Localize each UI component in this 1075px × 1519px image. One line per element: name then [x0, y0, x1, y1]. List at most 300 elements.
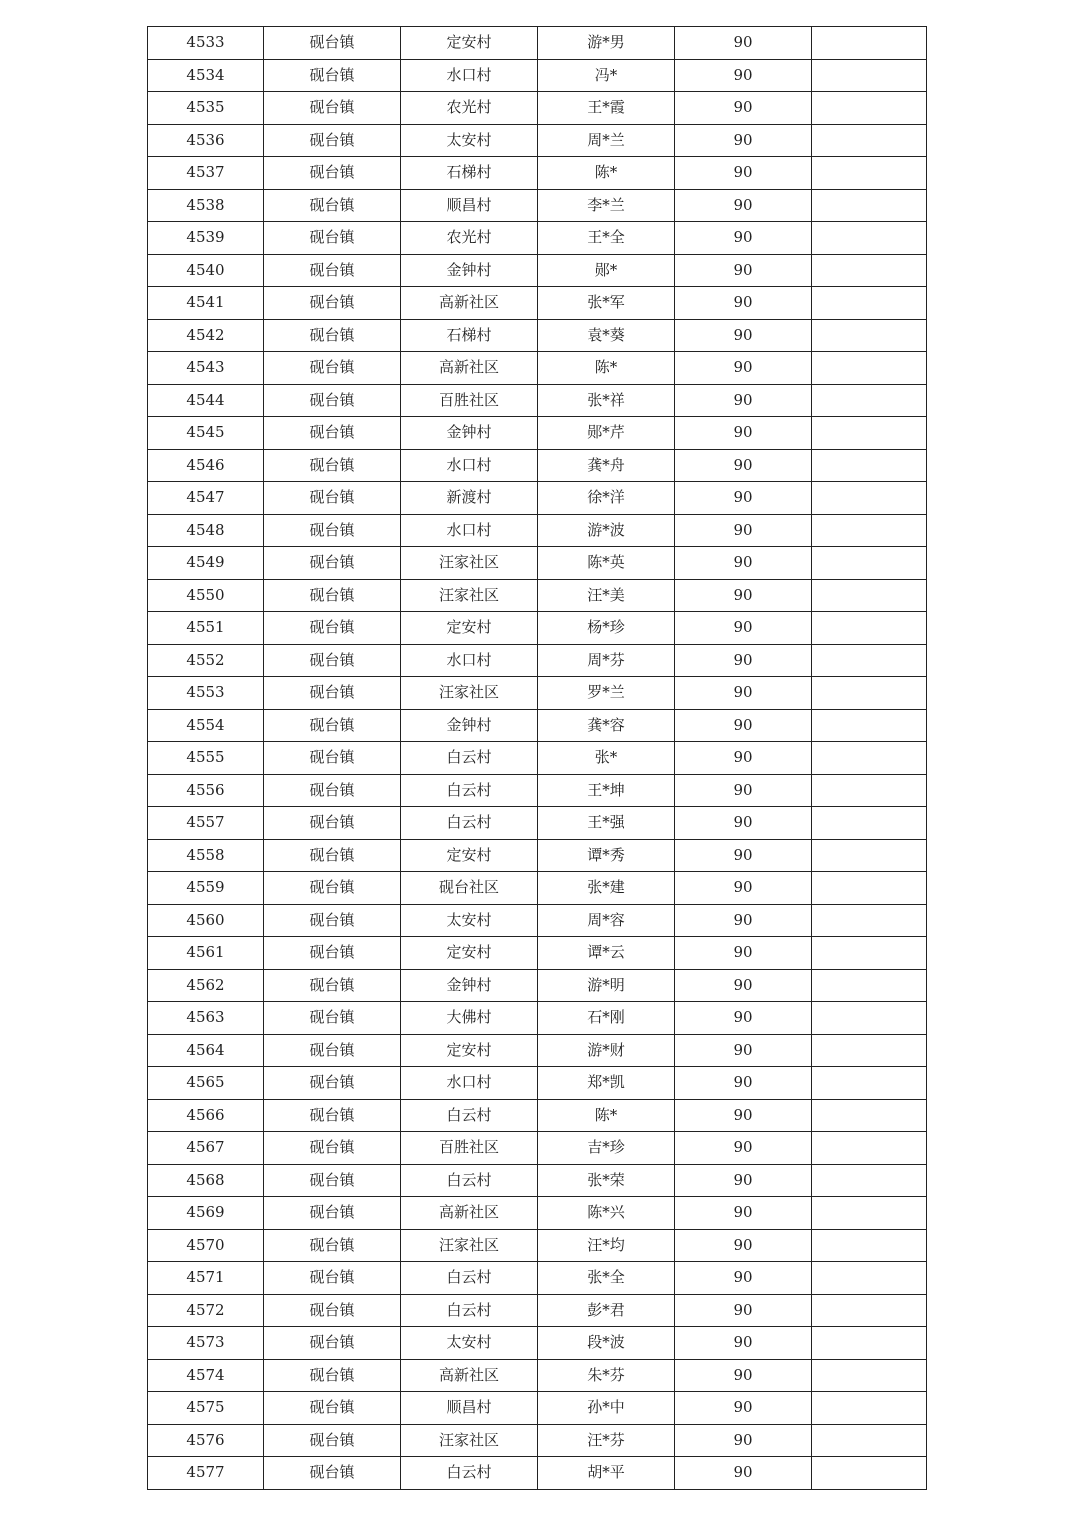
cell-town: 砚台镇: [264, 254, 401, 287]
cell-village: 白云村: [401, 1099, 538, 1132]
cell-serial-number: 4534: [148, 59, 264, 92]
cell-serial-number: 4569: [148, 1197, 264, 1230]
cell-serial-number: 4540: [148, 254, 264, 287]
cell-name: 李*兰: [538, 189, 675, 222]
cell-name: 谭*秀: [538, 839, 675, 872]
cell-name: 张*荣: [538, 1164, 675, 1197]
cell-amount: 90: [675, 709, 812, 742]
cell-note: [812, 1002, 927, 1035]
cell-name: 游*明: [538, 969, 675, 1002]
cell-name: 陈*兴: [538, 1197, 675, 1230]
cell-town: 砚台镇: [264, 189, 401, 222]
cell-name: 汪*美: [538, 579, 675, 612]
cell-name: 龚*容: [538, 709, 675, 742]
cell-note: [812, 1164, 927, 1197]
cell-name: 朱*芬: [538, 1359, 675, 1392]
cell-village: 金钟村: [401, 709, 538, 742]
cell-village: 水口村: [401, 644, 538, 677]
table-row: [148, 937, 927, 970]
cell-town: 砚台镇: [264, 1294, 401, 1327]
cell-serial-number: 4573: [148, 1327, 264, 1360]
cell-village: 白云村: [401, 742, 538, 775]
cell-note: [812, 384, 927, 417]
cell-note: [812, 27, 927, 60]
cell-town: 砚台镇: [264, 1392, 401, 1425]
cell-serial-number: 4547: [148, 482, 264, 515]
cell-village: 农光村: [401, 92, 538, 125]
table-row: [148, 872, 927, 905]
cell-name: 陈*: [538, 352, 675, 385]
cell-amount: 90: [675, 1327, 812, 1360]
cell-town: 砚台镇: [264, 1034, 401, 1067]
cell-name: 徐*洋: [538, 482, 675, 515]
cell-serial-number: 4565: [148, 1067, 264, 1100]
cell-village: 高新社区: [401, 287, 538, 320]
cell-note: [812, 937, 927, 970]
cell-serial-number: 4561: [148, 937, 264, 970]
cell-amount: 90: [675, 1294, 812, 1327]
cell-note: [812, 482, 927, 515]
cell-serial-number: 4557: [148, 807, 264, 840]
cell-town: 砚台镇: [264, 1164, 401, 1197]
cell-village: 汪家社区: [401, 1229, 538, 1262]
cell-serial-number: 4564: [148, 1034, 264, 1067]
cell-note: [812, 1457, 927, 1490]
cell-note: [812, 417, 927, 450]
cell-amount: 90: [675, 287, 812, 320]
cell-amount: 90: [675, 1099, 812, 1132]
cell-amount: 90: [675, 904, 812, 937]
table-row: [148, 189, 927, 222]
table-row: [148, 1197, 927, 1230]
cell-amount: 90: [675, 742, 812, 775]
cell-serial-number: 4535: [148, 92, 264, 125]
cell-town: 砚台镇: [264, 612, 401, 645]
cell-serial-number: 4570: [148, 1229, 264, 1262]
cell-village: 水口村: [401, 59, 538, 92]
cell-village: 白云村: [401, 807, 538, 840]
cell-amount: 90: [675, 124, 812, 157]
cell-amount: 90: [675, 937, 812, 970]
cell-amount: 90: [675, 1229, 812, 1262]
cell-amount: 90: [675, 352, 812, 385]
cell-name: 胡*平: [538, 1457, 675, 1490]
cell-village: 太安村: [401, 124, 538, 157]
cell-village: 汪家社区: [401, 677, 538, 710]
cell-note: [812, 449, 927, 482]
cell-name: 杨*珍: [538, 612, 675, 645]
cell-amount: 90: [675, 319, 812, 352]
cell-note: [812, 1197, 927, 1230]
table-row: [148, 1457, 927, 1490]
cell-amount: 90: [675, 1359, 812, 1392]
table-row: [148, 124, 927, 157]
table-row: [148, 1132, 927, 1165]
cell-note: [812, 1099, 927, 1132]
cell-village: 水口村: [401, 449, 538, 482]
cell-serial-number: 4566: [148, 1099, 264, 1132]
cell-serial-number: 4546: [148, 449, 264, 482]
cell-town: 砚台镇: [264, 352, 401, 385]
cell-serial-number: 4553: [148, 677, 264, 710]
cell-town: 砚台镇: [264, 872, 401, 905]
table-row: [148, 1002, 927, 1035]
cell-note: [812, 1132, 927, 1165]
cell-town: 砚台镇: [264, 92, 401, 125]
table-row: [148, 969, 927, 1002]
cell-amount: 90: [675, 417, 812, 450]
cell-town: 砚台镇: [264, 417, 401, 450]
cell-serial-number: 4539: [148, 222, 264, 255]
cell-serial-number: 4552: [148, 644, 264, 677]
cell-village: 白云村: [401, 1457, 538, 1490]
cell-village: 石梯村: [401, 319, 538, 352]
cell-note: [812, 807, 927, 840]
cell-amount: 90: [675, 482, 812, 515]
cell-village: 定安村: [401, 1034, 538, 1067]
table-row: [148, 287, 927, 320]
cell-serial-number: 4576: [148, 1424, 264, 1457]
table-row: [148, 514, 927, 547]
cell-amount: 90: [675, 189, 812, 222]
table-row: [148, 449, 927, 482]
cell-name: 王*强: [538, 807, 675, 840]
cell-amount: 90: [675, 1457, 812, 1490]
cell-amount: 90: [675, 92, 812, 125]
cell-town: 砚台镇: [264, 287, 401, 320]
cell-serial-number: 4542: [148, 319, 264, 352]
cell-town: 砚台镇: [264, 319, 401, 352]
cell-amount: 90: [675, 384, 812, 417]
cell-town: 砚台镇: [264, 1067, 401, 1100]
cell-amount: 90: [675, 514, 812, 547]
table-row: [148, 1229, 927, 1262]
table-row: [148, 677, 927, 710]
cell-amount: 90: [675, 1067, 812, 1100]
cell-village: 砚台社区: [401, 872, 538, 905]
cell-village: 百胜社区: [401, 384, 538, 417]
cell-village: 高新社区: [401, 1197, 538, 1230]
cell-town: 砚台镇: [264, 677, 401, 710]
cell-name: 孙*中: [538, 1392, 675, 1425]
cell-village: 新渡村: [401, 482, 538, 515]
cell-town: 砚台镇: [264, 157, 401, 190]
cell-name: 游*波: [538, 514, 675, 547]
cell-town: 砚台镇: [264, 547, 401, 580]
cell-amount: 90: [675, 254, 812, 287]
cell-note: [812, 774, 927, 807]
cell-serial-number: 4541: [148, 287, 264, 320]
table-row: [148, 384, 927, 417]
cell-village: 定安村: [401, 27, 538, 60]
cell-serial-number: 4572: [148, 1294, 264, 1327]
cell-amount: 90: [675, 1392, 812, 1425]
cell-serial-number: 4533: [148, 27, 264, 60]
table-row: [148, 742, 927, 775]
cell-amount: 90: [675, 1034, 812, 1067]
cell-town: 砚台镇: [264, 1262, 401, 1295]
cell-town: 砚台镇: [264, 514, 401, 547]
cell-name: 陈*: [538, 1099, 675, 1132]
table-row: [148, 417, 927, 450]
cell-name: 段*波: [538, 1327, 675, 1360]
cell-note: [812, 514, 927, 547]
cell-name: 周*容: [538, 904, 675, 937]
cell-note: [812, 124, 927, 157]
cell-serial-number: 4548: [148, 514, 264, 547]
table-row: [148, 644, 927, 677]
cell-note: [812, 352, 927, 385]
cell-amount: 90: [675, 1424, 812, 1457]
cell-town: 砚台镇: [264, 742, 401, 775]
cell-serial-number: 4560: [148, 904, 264, 937]
table-row: [148, 1034, 927, 1067]
cell-note: [812, 319, 927, 352]
cell-town: 砚台镇: [264, 904, 401, 937]
cell-name: 张*建: [538, 872, 675, 905]
cell-village: 定安村: [401, 937, 538, 970]
cell-town: 砚台镇: [264, 1099, 401, 1132]
table-row: [148, 1067, 927, 1100]
cell-name: 龚*舟: [538, 449, 675, 482]
table-row: [148, 1392, 927, 1425]
cell-village: 农光村: [401, 222, 538, 255]
cell-amount: 90: [675, 807, 812, 840]
cell-town: 砚台镇: [264, 969, 401, 1002]
cell-name: 郧*芹: [538, 417, 675, 450]
cell-note: [812, 1392, 927, 1425]
cell-village: 定安村: [401, 612, 538, 645]
cell-serial-number: 4563: [148, 1002, 264, 1035]
cell-town: 砚台镇: [264, 807, 401, 840]
cell-name: 王*坤: [538, 774, 675, 807]
cell-serial-number: 4544: [148, 384, 264, 417]
cell-note: [812, 1229, 927, 1262]
table-row: [148, 157, 927, 190]
cell-town: 砚台镇: [264, 1327, 401, 1360]
cell-note: [812, 839, 927, 872]
table-row: [148, 319, 927, 352]
table-row: [148, 59, 927, 92]
table-row: [148, 774, 927, 807]
cell-name: 谭*云: [538, 937, 675, 970]
cell-serial-number: 4550: [148, 579, 264, 612]
cell-amount: 90: [675, 612, 812, 645]
cell-note: [812, 1327, 927, 1360]
cell-note: [812, 59, 927, 92]
cell-amount: 90: [675, 579, 812, 612]
cell-name: 罗*兰: [538, 677, 675, 710]
cell-name: 彭*君: [538, 1294, 675, 1327]
cell-name: 周*芬: [538, 644, 675, 677]
cell-note: [812, 579, 927, 612]
cell-note: [812, 189, 927, 222]
subsidy-list-table: [147, 26, 927, 1490]
cell-name: 汪*芬: [538, 1424, 675, 1457]
cell-serial-number: 4545: [148, 417, 264, 450]
cell-town: 砚台镇: [264, 579, 401, 612]
cell-village: 顺昌村: [401, 1392, 538, 1425]
table-row: [148, 807, 927, 840]
cell-village: 汪家社区: [401, 1424, 538, 1457]
cell-town: 砚台镇: [264, 27, 401, 60]
cell-town: 砚台镇: [264, 1457, 401, 1490]
table-row: [148, 27, 927, 60]
cell-town: 砚台镇: [264, 774, 401, 807]
table-row: [148, 839, 927, 872]
cell-name: 陈*英: [538, 547, 675, 580]
cell-serial-number: 4537: [148, 157, 264, 190]
cell-name: 汪*均: [538, 1229, 675, 1262]
cell-town: 砚台镇: [264, 1197, 401, 1230]
cell-town: 砚台镇: [264, 1002, 401, 1035]
cell-note: [812, 872, 927, 905]
cell-note: [812, 1294, 927, 1327]
cell-town: 砚台镇: [264, 709, 401, 742]
cell-serial-number: 4575: [148, 1392, 264, 1425]
table-row: [148, 222, 927, 255]
cell-note: [812, 287, 927, 320]
cell-village: 高新社区: [401, 1359, 538, 1392]
cell-name: 郑*凯: [538, 1067, 675, 1100]
table-row: [148, 1164, 927, 1197]
table-row: [148, 1359, 927, 1392]
cell-name: 王*霞: [538, 92, 675, 125]
cell-amount: 90: [675, 644, 812, 677]
cell-amount: 90: [675, 677, 812, 710]
cell-note: [812, 254, 927, 287]
cell-town: 砚台镇: [264, 644, 401, 677]
cell-amount: 90: [675, 969, 812, 1002]
cell-town: 砚台镇: [264, 449, 401, 482]
cell-village: 金钟村: [401, 417, 538, 450]
cell-note: [812, 547, 927, 580]
table-row: [148, 1262, 927, 1295]
cell-village: 金钟村: [401, 969, 538, 1002]
cell-town: 砚台镇: [264, 1132, 401, 1165]
cell-town: 砚台镇: [264, 1359, 401, 1392]
cell-name: 吉*珍: [538, 1132, 675, 1165]
table-row: [148, 547, 927, 580]
cell-serial-number: 4577: [148, 1457, 264, 1490]
cell-serial-number: 4549: [148, 547, 264, 580]
cell-village: 石梯村: [401, 157, 538, 190]
cell-note: [812, 222, 927, 255]
cell-village: 水口村: [401, 1067, 538, 1100]
table-row: [148, 709, 927, 742]
cell-amount: 90: [675, 1197, 812, 1230]
table-row: [148, 1294, 927, 1327]
table-row: [148, 612, 927, 645]
cell-note: [812, 1359, 927, 1392]
cell-serial-number: 4559: [148, 872, 264, 905]
cell-name: 陈*: [538, 157, 675, 190]
cell-village: 高新社区: [401, 352, 538, 385]
cell-serial-number: 4558: [148, 839, 264, 872]
cell-town: 砚台镇: [264, 937, 401, 970]
cell-amount: 90: [675, 1002, 812, 1035]
cell-note: [812, 709, 927, 742]
cell-note: [812, 1034, 927, 1067]
cell-serial-number: 4551: [148, 612, 264, 645]
table-row: [148, 254, 927, 287]
cell-name: 游*男: [538, 27, 675, 60]
cell-village: 顺昌村: [401, 189, 538, 222]
cell-serial-number: 4567: [148, 1132, 264, 1165]
cell-village: 大佛村: [401, 1002, 538, 1035]
cell-name: 张*全: [538, 1262, 675, 1295]
cell-serial-number: 4555: [148, 742, 264, 775]
cell-amount: 90: [675, 59, 812, 92]
cell-village: 白云村: [401, 1262, 538, 1295]
cell-name: 张*祥: [538, 384, 675, 417]
cell-amount: 90: [675, 1262, 812, 1295]
table-row: [148, 1099, 927, 1132]
cell-town: 砚台镇: [264, 222, 401, 255]
cell-amount: 90: [675, 547, 812, 580]
cell-note: [812, 904, 927, 937]
cell-serial-number: 4536: [148, 124, 264, 157]
cell-amount: 90: [675, 1164, 812, 1197]
cell-town: 砚台镇: [264, 839, 401, 872]
cell-village: 白云村: [401, 774, 538, 807]
table-row: [148, 352, 927, 385]
cell-village: 太安村: [401, 1327, 538, 1360]
cell-note: [812, 92, 927, 125]
cell-village: 定安村: [401, 839, 538, 872]
cell-note: [812, 1424, 927, 1457]
cell-name: 袁*葵: [538, 319, 675, 352]
cell-village: 汪家社区: [401, 579, 538, 612]
table-row: [148, 1424, 927, 1457]
cell-name: 张*军: [538, 287, 675, 320]
cell-village: 太安村: [401, 904, 538, 937]
cell-name: 张*: [538, 742, 675, 775]
cell-town: 砚台镇: [264, 384, 401, 417]
cell-amount: 90: [675, 1132, 812, 1165]
cell-serial-number: 4562: [148, 969, 264, 1002]
cell-serial-number: 4574: [148, 1359, 264, 1392]
cell-village: 白云村: [401, 1164, 538, 1197]
cell-village: 百胜社区: [401, 1132, 538, 1165]
table-row: [148, 482, 927, 515]
cell-village: 水口村: [401, 514, 538, 547]
cell-amount: 90: [675, 839, 812, 872]
table-row: [148, 579, 927, 612]
cell-name: 周*兰: [538, 124, 675, 157]
cell-name: 郧*: [538, 254, 675, 287]
cell-amount: 90: [675, 27, 812, 60]
cell-amount: 90: [675, 774, 812, 807]
cell-town: 砚台镇: [264, 1229, 401, 1262]
cell-amount: 90: [675, 449, 812, 482]
table-row: [148, 1327, 927, 1360]
cell-amount: 90: [675, 222, 812, 255]
cell-note: [812, 1262, 927, 1295]
cell-serial-number: 4538: [148, 189, 264, 222]
cell-town: 砚台镇: [264, 1424, 401, 1457]
cell-name: 王*全: [538, 222, 675, 255]
cell-name: 石*刚: [538, 1002, 675, 1035]
cell-note: [812, 644, 927, 677]
cell-serial-number: 4556: [148, 774, 264, 807]
cell-amount: 90: [675, 872, 812, 905]
cell-note: [812, 742, 927, 775]
cell-name: 游*财: [538, 1034, 675, 1067]
cell-village: 汪家社区: [401, 547, 538, 580]
cell-serial-number: 4568: [148, 1164, 264, 1197]
cell-amount: 90: [675, 157, 812, 190]
